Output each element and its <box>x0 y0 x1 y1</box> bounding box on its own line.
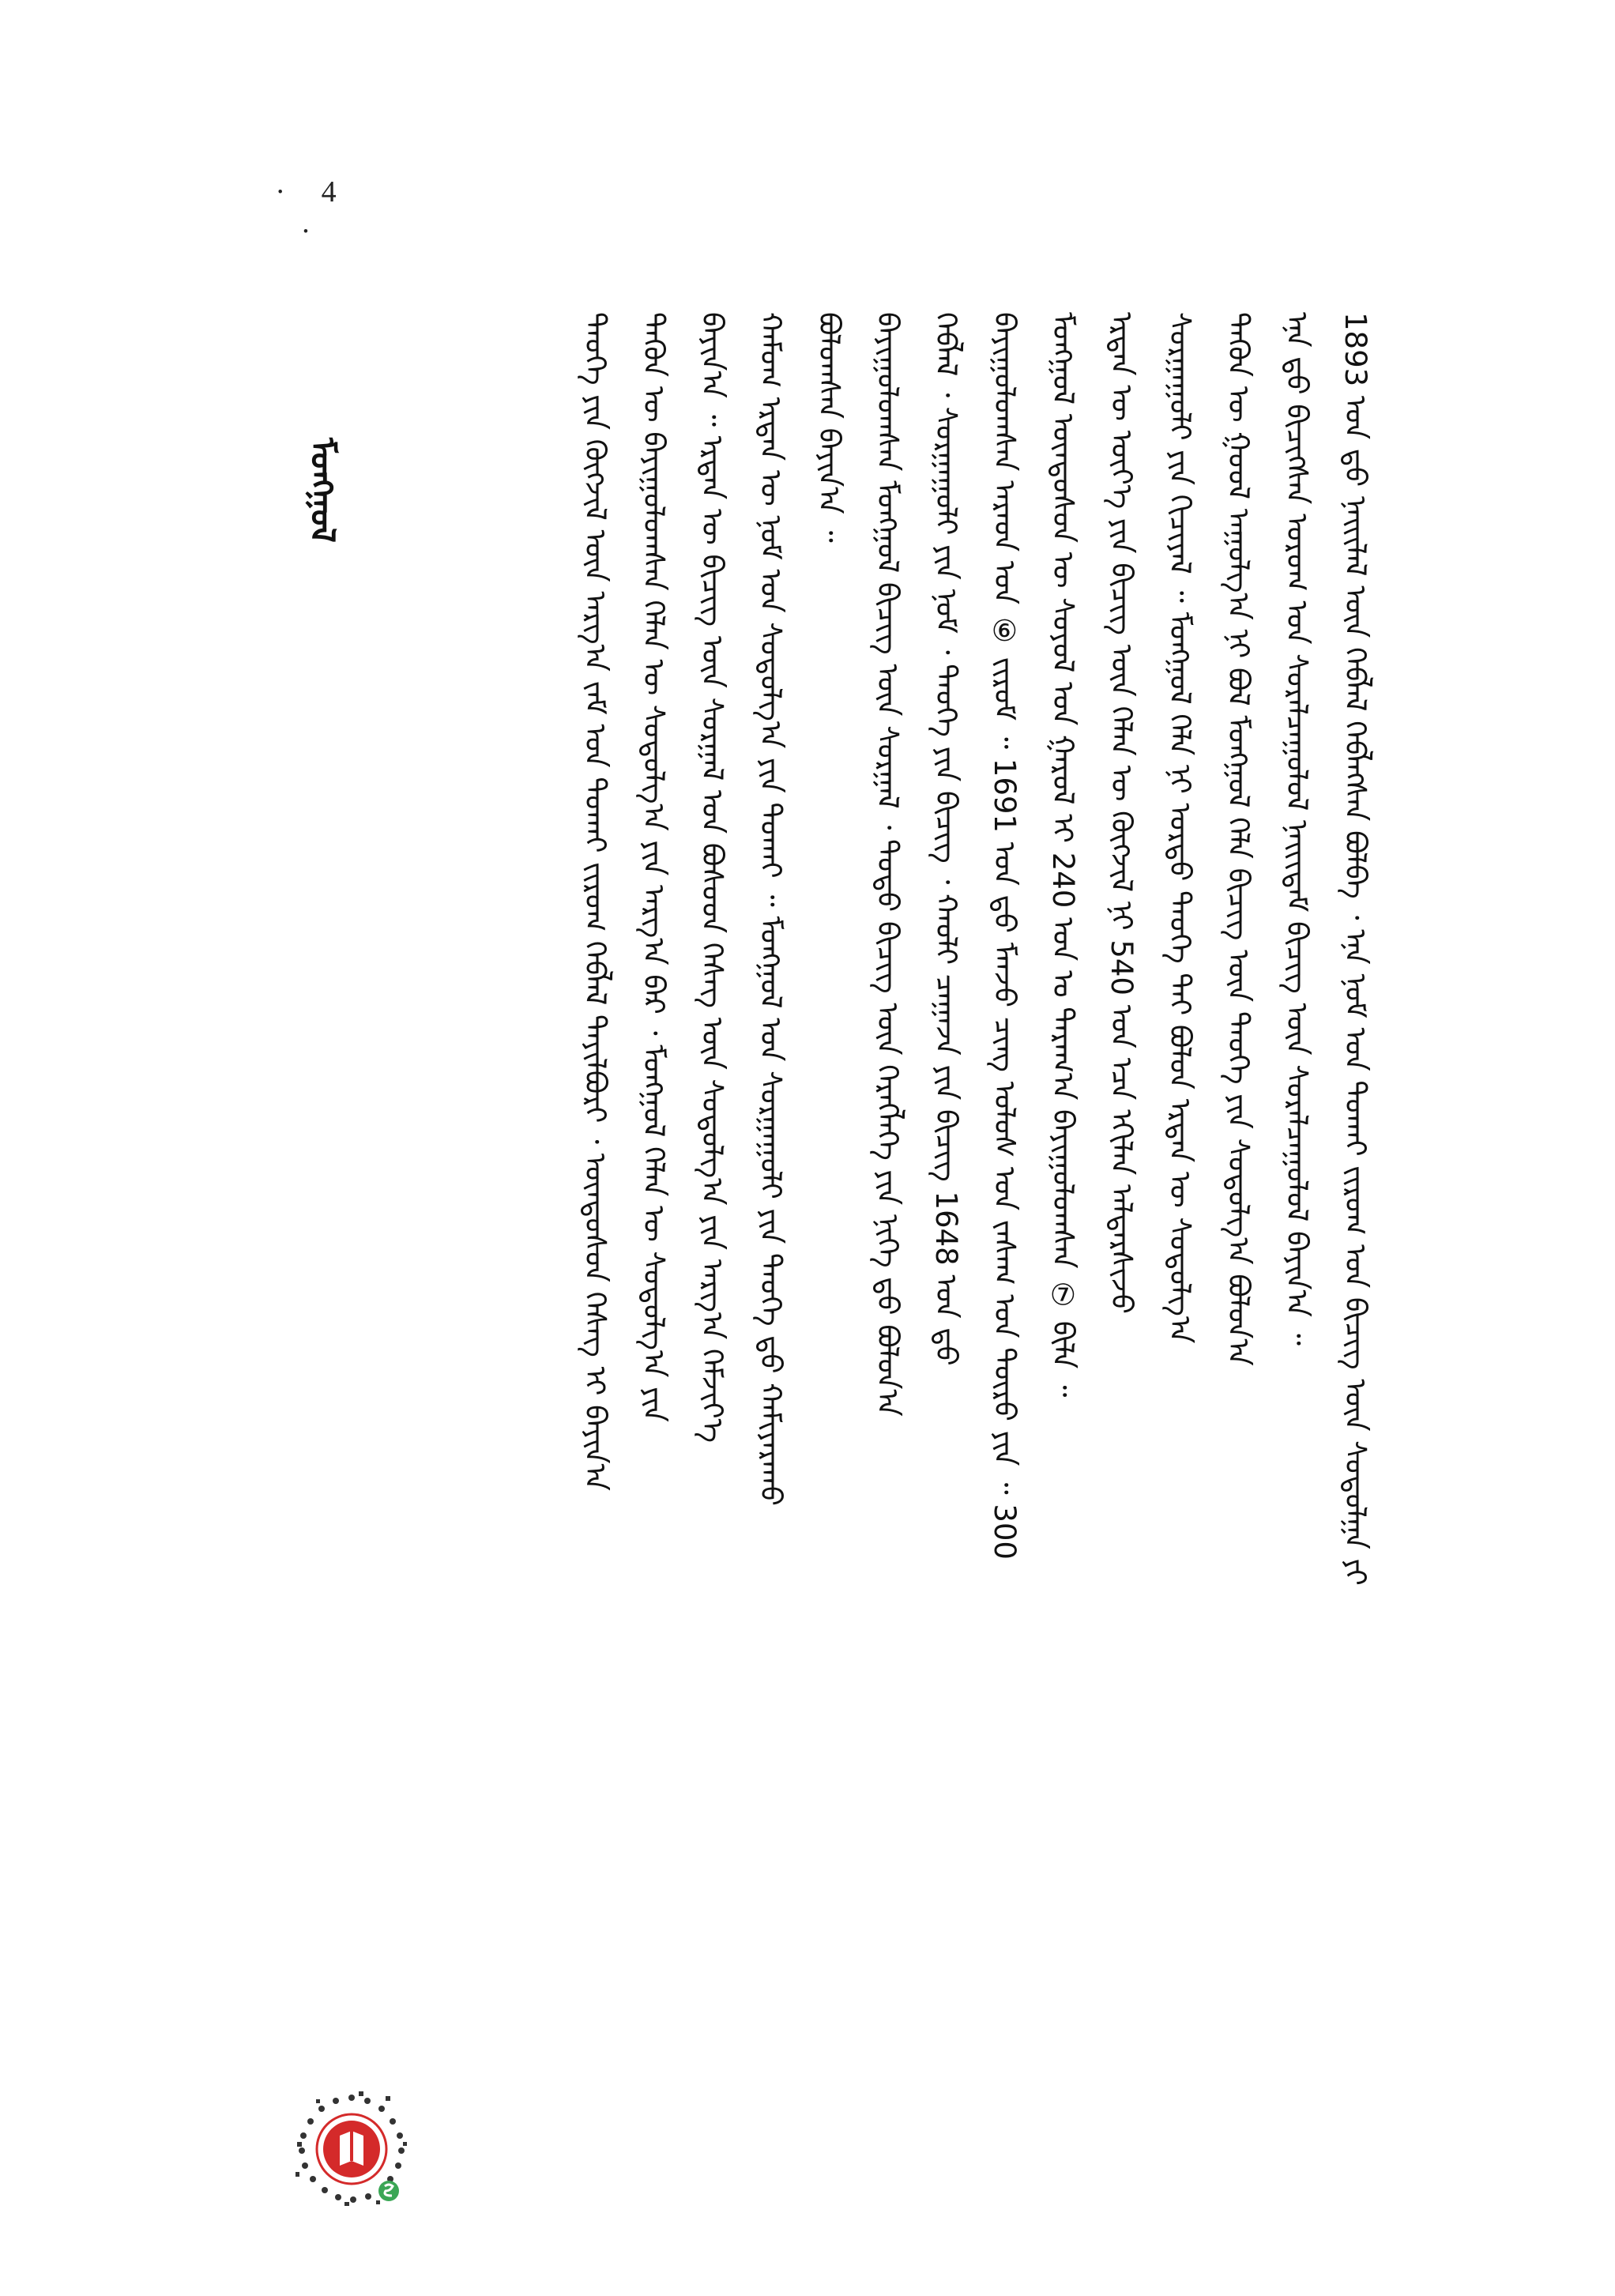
text-line: ᠲᠡᠭᠦᠨ ᠦ ᠪᠠᠶᠢᠭᠤᠯᠤᠭᠰᠠᠨ ᠬᠡᠯᠡᠨ ᠦ ᠰᠤᠳᠤᠯᠭ᠎ᠠ ᠶᠢᠨ ᠠᠷᠭ᠎ᠠ ᠪᠠᠷ ᠂ ᠮᠣᠩᠭᠣᠯ ᠬᠡᠯᠡᠨ ᠦ ᠰᠤᠳᠤᠯᠭ᠎ᠠ ᠶᠢᠨ <box>637 312 671 1422</box>
body-text <box>332 312 1391 2177</box>
text-line: ᠪᠠᠶᠢᠭᠤᠯᠤᠭᠰᠠᠨ ᠮᠣᠩᠭᠣᠯ ᠪᠢᠴᠢᠭ ᠦᠨ ᠰᠤᠷᠭᠠᠯ ᠂ ᠲᠣᠳᠣ ᠪᠢᠴᠢᠭ ᠦᠨ ᠬᠡᠷᠡᠭᠯᠡᠭᠡ ᠶᠢᠨ ᠨᠢᠭᠡ ᠳ᠋ᠦ ᠪᠣᠯᠤᠨ᠎ᠠ <box>871 312 905 1417</box>
qr-logo-badge-icon[interactable] <box>292 2090 411 2208</box>
text-line: ᠪᠠᠶᠢᠭᠤᠯᠤᠭᠰᠠᠨ ᠠᠷᠠᠳ ᠤᠨ ⑥ ᠵᠢᠷᠤᠮ ᠃ 1691 ᠣᠨ ᠳ᠋ᠤ ᠮᠠᠨᠵᠤ ᠴᠢᠩ ᠤᠯᠤᠰ ᠤᠨ ᠵᠠᠰᠠᠭ ᠤᠨ ᠲᠥᠷᠦ ᠶᠢᠨ ᠃ 300 <box>988 312 1022 1560</box>
text-line: ᠲᠡᠭᠦᠨ ᠦ ᠭᠤᠤᠯ ᠠᠭᠤᠯᠭ᠎ᠠ ᠨᠢ ᠪᠣᠯ ᠮᠣᠩᠭᠣᠯ ᠬᠡᠯᠡ ᠪᠢᠴᠢᠭ ᠦᠨ ᠲᠡᠦᠬᠡ ᠶᠢᠨ ᠰᠤᠳᠤᠯᠭ᠎ᠠ ᠪᠣᠯᠤᠨ᠎ᠠ <box>1222 312 1255 1366</box>
text-line: 1893 ᠣᠨ ᠳ᠋ᠤ ᠨᠡᠢᠢᠯᠡᠯ ᠦᠨ ᠬᠡᠪᠯᠡᠯ ᠬᠡᠪᠯᠡᠭᠰᠡᠨ ᠪᠣᠯᠪᠠ ᠂ ᠡᠨᠡ ᠨᠣᠮ ᠤᠨ ᠲᠤᠬᠠᠢ ᠵᠢᠷᠤᠭ ᠤᠨ ᠪᠢᠴᠢᠭ ᠦᠨ ᠰᠤᠳᠤᠯᠭᠠ ᠶᠢ <box>1338 312 1372 1586</box>
text-line: ᠮᠣᠩᠭᠣᠯ ᠦᠨᠳᠦᠰᠦᠨ ᠦ ᠰᠣᠶᠤᠯ ᠤᠨ ᠭᠠᠷᠤᠯ ᠢ 240 ᠣᠨ ᠤ ᠳᠠᠷᠠᠭ᠎ᠠ ᠪᠠᠶᠢᠭᠤᠯᠤᠭᠰᠠᠨ ⑦ ᠪᠢᠯᠡ ᠃ <box>1046 312 1080 1398</box>
text-line: ᠡᠷᠲᠡᠨ ᠦ ᠦᠶ᠎ᠡ ᠶᠢᠨ ᠪᠢᠴᠢᠭ ᠦᠨ ᠬᠡᠯᠡᠨ ᠦ ᠬᠥᠭᠵᠢᠯ ᠨᠢ 540 ᠣᠨ ᠡᠴᠡ ᠡᠬᠢᠯᠡᠨ ᠠᠯᠳᠠᠷᠰᠢᠵᠤ <box>1105 312 1139 1315</box>
text-line: ᠬᠠᠮᠤᠭ ᠡᠷᠲᠡᠨ ᠦ ᠨᠣᠮ ᠤᠨ ᠰᠤᠳᠤᠯᠭ᠎ᠠ ᠶᠢᠨ ᠲᠤᠬᠠᠢ ᠃ ᠮᠣᠩᠭᠣᠯ ᠤᠨ ᠰᠤᠷᠭᠠᠭᠤᠯᠢ ᠶᠢᠨ ᠲᠡᠦᠬᠡ ᠳ᠋ᠦ ᠬᠠᠮᠢᠶᠠᠷᠠᠬᠤ <box>754 312 788 1507</box>
text-line: ᠪᠣᠯᠤᠭᠰᠠᠨ ᠪᠠᠶᠢᠨ᠎ᠠ ᠃ <box>812 312 846 543</box>
page-number: · 4 · <box>275 175 351 248</box>
text-line: ᠲᠡᠦᠬᠡ ᠶᠢᠨ ᠬᠥᠭᠵᠢᠯ ᠦᠨ ᠠᠷᠭ᠎ᠠ ᠵᠠᠮ ᠤᠨ ᠲᠤᠬᠠᠢ ᠵᠢᠷᠤᠭ ᠬᠡᠪᠯᠡᠯ ᠲᠠᠶᠢᠯᠪᠤᠷᠢ ᠂ ᠦᠨᠳᠦᠰᠦᠨ ᠬᠡᠰᠡᠭ ᠢ ᠪᠠᠶᠢᠨ᠎ᠠ <box>578 312 612 1491</box>
text-line: ᠡᠨᠡ ᠳ᠋ᠤ ᠪᠢᠴᠢᠭᠰᠡᠨ ᠤᠷᠤᠭ ᠤᠨ ᠰᠤᠷᠠᠯᠴᠠᠭᠤᠯᠤᠯ ᠨᠡᠢᠢᠳᠡᠮ ᠪᠢᠴᠢᠭ ᠦᠨ ᠰᠤᠷᠠᠯᠴᠠᠭᠤᠯᠤᠯ ᠪᠠᠶᠢᠨ᠎ᠠ ᠃ <box>1280 312 1314 1346</box>
text-line: ᠪᠠᠶᠢᠨ᠎ᠠ ᠃ ᠡᠷᠲᠡᠨ ᠦ ᠪᠢᠴᠢᠭ ᠦᠨ ᠰᠤᠷᠭᠠᠯ ᠤᠨ ᠪᠤᠰᠤᠳ ᠬᠡᠰᠡᠭ ᠦᠨ ᠰᠤᠳᠤᠯᠭ᠎ᠠ ᠶᠢᠨ ᠠᠷᠭ᠎ᠠ ᠬᠡᠮᠵᠢᠶ᠎ᠡ <box>695 312 729 1443</box>
text-line: ᠰᠤᠷᠭᠠᠭᠤᠯᠢ ᠶᠢᠨ ᠬᠢᠴᠢᠶᠡᠯ ᠃ ᠮᠣᠩᠭᠣᠯ ᠬᠡᠯᠡ ᠨᠢ ᠤᠷᠲᠤ ᠲᠡᠦᠬᠡ ᠲᠡᠢ ᠪᠣᠯᠤᠨ ᠡᠷᠲᠡᠨ ᠦ ᠰᠤᠳᠤᠯᠭ᠎ᠠ <box>1163 312 1197 1344</box>
text-line: ᠬᠡᠪᠯᠡᠯ ᠂ ᠰᠤᠷᠭᠠᠭᠤᠯᠢ ᠶᠢᠨ ᠨᠣᠮ ᠂ ᠲᠡᠦᠬᠡ ᠶᠢᠨ ᠪᠢᠴᠢᠭ ᠂ ᠬᠠᠤᠯᠢ ᠴᠠᠭᠠᠵᠠ ᠶᠢᠨ ᠪᠢᠴᠢᠭ 1648 ᠣᠨ ᠳ᠋ᠤ <box>929 312 963 1366</box>
running-header: ᠮᠣᠩᠭᠣᠯ <box>303 437 342 543</box>
